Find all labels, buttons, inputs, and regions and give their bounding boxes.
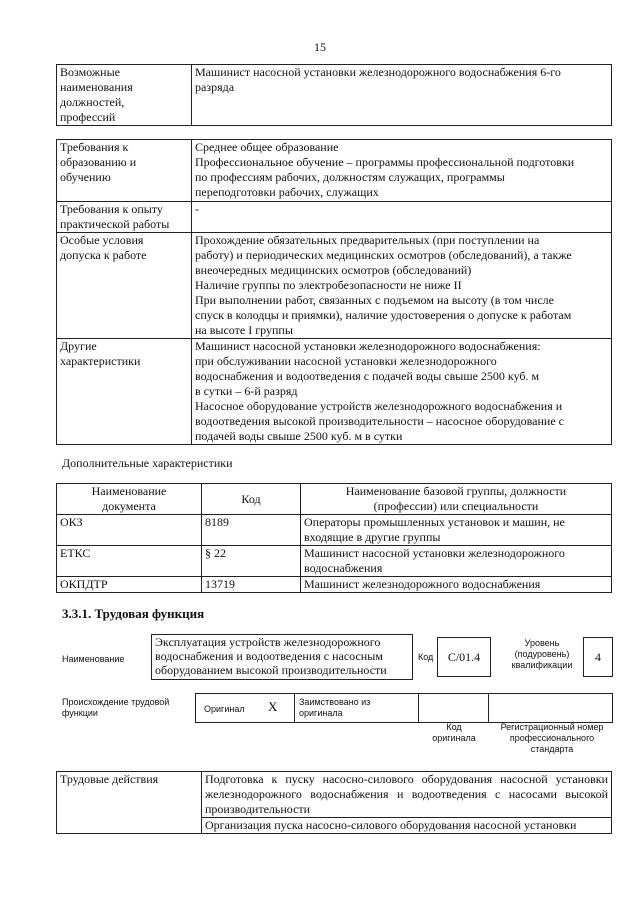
function-code-value: C/01.4 (437, 637, 491, 677)
borrowed-label: Заимствовано из оригинала (299, 697, 371, 718)
cell-name: Машинист железнодорожного водоснабжения (301, 577, 612, 593)
header-code: Код (202, 484, 301, 515)
education-label: Требования к образованию и обучению (57, 140, 192, 202)
professions-label: Возможные наименования должностей, профессий (57, 65, 192, 126)
cell-doc: ОКЗ (57, 515, 202, 546)
reg-number-label: Регистрационный номер профессионального стандарта (500, 722, 604, 754)
original-mark: X (268, 699, 278, 714)
table-row (57, 515, 612, 546)
cell-code: 13719 (202, 577, 301, 593)
labor-action-item: Организация пуска насосно-силового оборудования насосной установки (202, 818, 612, 834)
cell-code: § 22 (202, 546, 301, 577)
page-number: 15 (314, 40, 326, 54)
level-value: 4 (583, 637, 613, 677)
function-code-label: Код (418, 652, 434, 662)
experience-label: Требования к опыту практической работы (57, 202, 192, 233)
code-original-label: Код оригинала (432, 722, 476, 743)
divider (294, 694, 295, 722)
origin-label: Происхождение трудовой функции (62, 697, 170, 718)
table-row (57, 546, 612, 577)
other-characteristics-value: Машинист насосной установки железнодорожного водоснабжения: при обслуживании насосной установки железнодорожного водоснабжения и водоотведения с подачей воды свыше 2500 куб. м в сутки – 6-й разряд Насосное оборудование устройств железнодорожного водоснабжения и водоотведения высокой производительности – насосное оборудование с подачей воды свыше 2500 куб. м в сутки (192, 339, 612, 445)
table-row (57, 484, 612, 515)
other-characteristics-label: Другие характеристики (57, 339, 192, 445)
table-row (57, 65, 612, 126)
cell-doc: ОКПДТР (57, 577, 202, 593)
special-conditions-value: Прохождение обязательных предварительных (при поступлении на работу) и периодических медицинских осмотров (обследований), а также внеочередных медицинских осмотров (обследований) Наличие группы по электробезопасности не ниже II При выполнении работ, связанных с подъемом на высоту (в том числе спуск в колодцы и приямки), наличие удостоверения о допуске к работам на высоте I группы (192, 233, 612, 339)
origin-box (195, 693, 613, 723)
header-group: Наименование базовой группы, должности (профессии) или специальности (301, 484, 612, 515)
additional-title: Дополнительные характеристики (62, 456, 233, 470)
header-document: Наименование документа (57, 484, 202, 515)
function-name-value: Эксплуатация устройств железнодорожного водоснабжения и водоотведения с насосным оборудованием высокой производительности (151, 634, 413, 680)
professions-value: Машинист насосной установки железнодорожного водоснабжения 6-го разряда (192, 65, 612, 126)
labor-actions-label: Трудовые действия (57, 772, 202, 834)
labor-actions-table (56, 771, 612, 834)
cell-doc: ЕТКС (57, 546, 202, 577)
professions-table (56, 64, 612, 126)
requirements-table (56, 139, 612, 445)
experience-value: - (192, 202, 612, 233)
table-row (57, 202, 612, 233)
cell-name: Операторы промышленных установок и машин, не входящие в другие группы (301, 515, 612, 546)
table-row (57, 233, 612, 339)
cell-code: 8189 (202, 515, 301, 546)
education-value: Среднее общее образование Профессиональное обучение – программы профессиональной подготовки по профессиям рабочих, должностям служащих, программы переподготовки рабочих, служащих (192, 140, 612, 202)
special-conditions-label: Особые условия допуска к работе (57, 233, 192, 339)
function-heading: 3.3.1. Трудовая функция (62, 606, 205, 621)
original-label: Оригинал (204, 704, 245, 714)
table-row (57, 339, 612, 445)
divider (418, 694, 419, 722)
cell-name: Машинист насосной установки железнодорожного водоснабжения (301, 546, 612, 577)
additional-table (56, 483, 612, 593)
table-row (57, 772, 612, 818)
labor-action-item: Подготовка к пуску насосно-силового оборудования насосной установки железнодорожного водоснабжения и водоотведения с насосами высокой производительности (202, 772, 612, 818)
divider (488, 694, 489, 722)
level-label: Уровень (подуровень) квалификации (511, 638, 573, 670)
table-row (57, 140, 612, 202)
table-row (57, 577, 612, 593)
function-name-label: Наименование (62, 654, 125, 664)
